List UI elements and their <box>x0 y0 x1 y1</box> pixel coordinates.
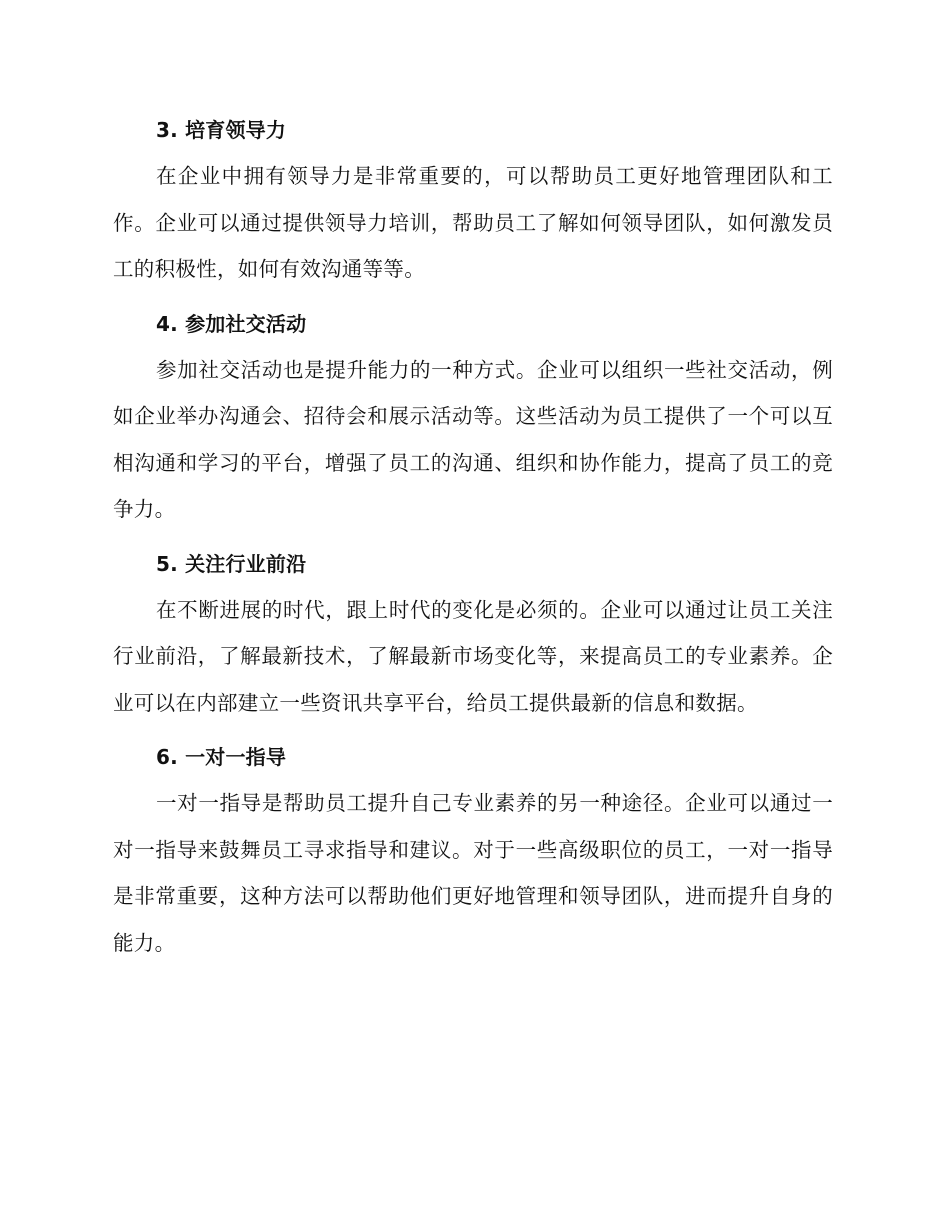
section-heading: 5. 关注行业前沿 <box>156 551 307 576</box>
section-paragraph: 在不断进展的时代，跟上时代的变化是必须的。企业可以通过让员工关注行业前沿，了解最新技术，了解最新市场变化等，来提高员工的专业素养。企业可以在内部建立一些资讯共享平台，给员工提供最新的信息和数据。 <box>113 597 833 715</box>
section-one-on-one-guidance <box>113 734 833 966</box>
section-leadership <box>113 107 833 293</box>
section-heading: 3. 培育领导力 <box>156 118 287 142</box>
section-heading: 6. 一对一指导 <box>156 745 287 769</box>
document-body <box>113 107 833 974</box>
section-paragraph: 参加社交活动也是提升能力的一种方式。企业可以组织一些社交活动，例如企业举办沟通会、招待会和展示活动等。这些活动为员工提供了一个可以互相沟通和学习的平台，增强了员工的沟通、组织和协作能力，提高了员工的竞争力。 <box>113 357 833 521</box>
section-industry-frontier <box>113 541 833 727</box>
section-paragraph: 一对一指导是帮助员工提升自己专业素养的另一种途径。企业可以通过一对一指导来鼓舞员工寻求指导和建议。对于一些高级职位的员工，一对一指导是非常重要，这种方法可以帮助他们更好地管理和领导团队，进而提升自身的能力。 <box>113 791 833 955</box>
section-paragraph: 在企业中拥有领导力是非常重要的，可以帮助员工更好地管理团队和工作。企业可以通过提供领导力培训，帮助员工了解如何领导团队，如何激发员工的积极性，如何有效沟通等等。 <box>113 164 833 281</box>
section-heading: 4. 参加社交活动 <box>156 311 307 336</box>
section-social-activities <box>113 301 833 533</box>
